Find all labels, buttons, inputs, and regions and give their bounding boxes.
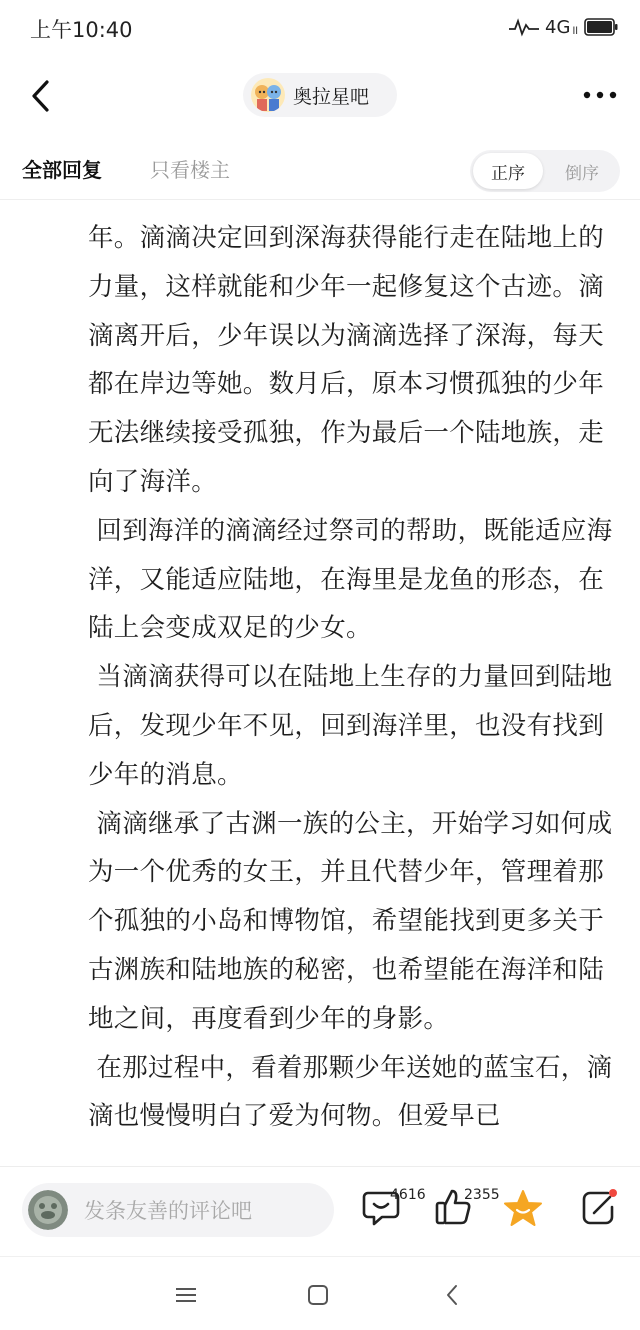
status-time: 上午10:40 [30, 18, 133, 42]
favorite-button[interactable] [503, 1189, 543, 1231]
share-icon [580, 1187, 620, 1227]
post-body [88, 214, 616, 1141]
tab-all-replies[interactable]: 全部回复 [22, 158, 102, 182]
comment-placeholder: 发条友善的评论吧 [84, 1199, 252, 1223]
share-button[interactable] [580, 1187, 620, 1231]
nav-back-icon [444, 1284, 460, 1306]
nav-home-button[interactable] [298, 1279, 338, 1311]
bottom-action-bar [0, 1166, 640, 1256]
back-button[interactable] [22, 76, 58, 116]
user-avatar [28, 1190, 68, 1230]
post-paragraph: 年。滴滴决定回到深海获得能行走在陆地上的力量，这样就能和少年一起修复这个古迹。滴滴离开后，少年误以为滴滴选择了深海，每天都在岸边等她。数月后，原本习惯孤独的少年无法继续接受孤独，作为最后一个陆地族，走向了海洋。 [88, 223, 605, 497]
activity-wave-icon [509, 17, 539, 37]
notification-dot [609, 1189, 617, 1197]
comment-count: 4616 [390, 1187, 426, 1203]
like-count: 2355 [464, 1187, 500, 1203]
post-paragraph: 滴滴继承了古渊一族的公主，开始学习如何成为一个优秀的女王，并且代替少年，管理着那个孤独的小岛和博物馆，希望能找到更多关于古渊族和陆地族的秘密，也希望能在海洋和陆地之间，再度看到少年的身影。 [88, 808, 613, 1034]
post-content [0, 202, 640, 1166]
forum-name-pill[interactable] [243, 73, 397, 117]
more-dots-icon [583, 91, 617, 99]
chevron-left-icon [30, 79, 50, 113]
status-bar [0, 0, 640, 56]
comment-input[interactable] [22, 1183, 334, 1237]
status-indicators [509, 14, 618, 40]
forum-name: 奥拉星吧 [293, 85, 370, 108]
star-icon [503, 1189, 543, 1227]
post-paragraph: 在那过程中，看着那颗少年送她的蓝宝石，滴滴也慢慢明白了爱为何物。但爱早已 [88, 1052, 613, 1132]
header-bar [0, 56, 640, 136]
home-square-icon [307, 1284, 329, 1306]
tab-owner-only[interactable]: 只看楼主 [150, 158, 230, 182]
sort-descending-button[interactable]: 倒序 [565, 163, 599, 184]
sort-ascending-button[interactable]: 正序 [473, 153, 543, 189]
signal-bars: ll [572, 25, 578, 37]
post-paragraph: 当滴滴获得可以在陆地上生存的力量回到陆地后，发现少年不见，回到海洋里，也没有找到少年的消息。 [88, 662, 613, 790]
network-type: 4G [545, 16, 571, 38]
more-options-button[interactable] [580, 80, 620, 110]
forum-avatar [251, 78, 285, 112]
sort-order-toggle [470, 150, 620, 192]
nav-menu-button[interactable] [166, 1279, 206, 1311]
post-paragraph: 回到海洋的滴滴经过祭司的帮助，既能适应海洋，又能适应陆地，在海里是龙鱼的形态，在陆上会变成双足的少女。 [88, 515, 613, 644]
nav-back-button[interactable] [432, 1279, 472, 1311]
battery-icon [584, 18, 618, 36]
system-nav-bar [0, 1256, 640, 1330]
menu-icon [175, 1286, 197, 1304]
